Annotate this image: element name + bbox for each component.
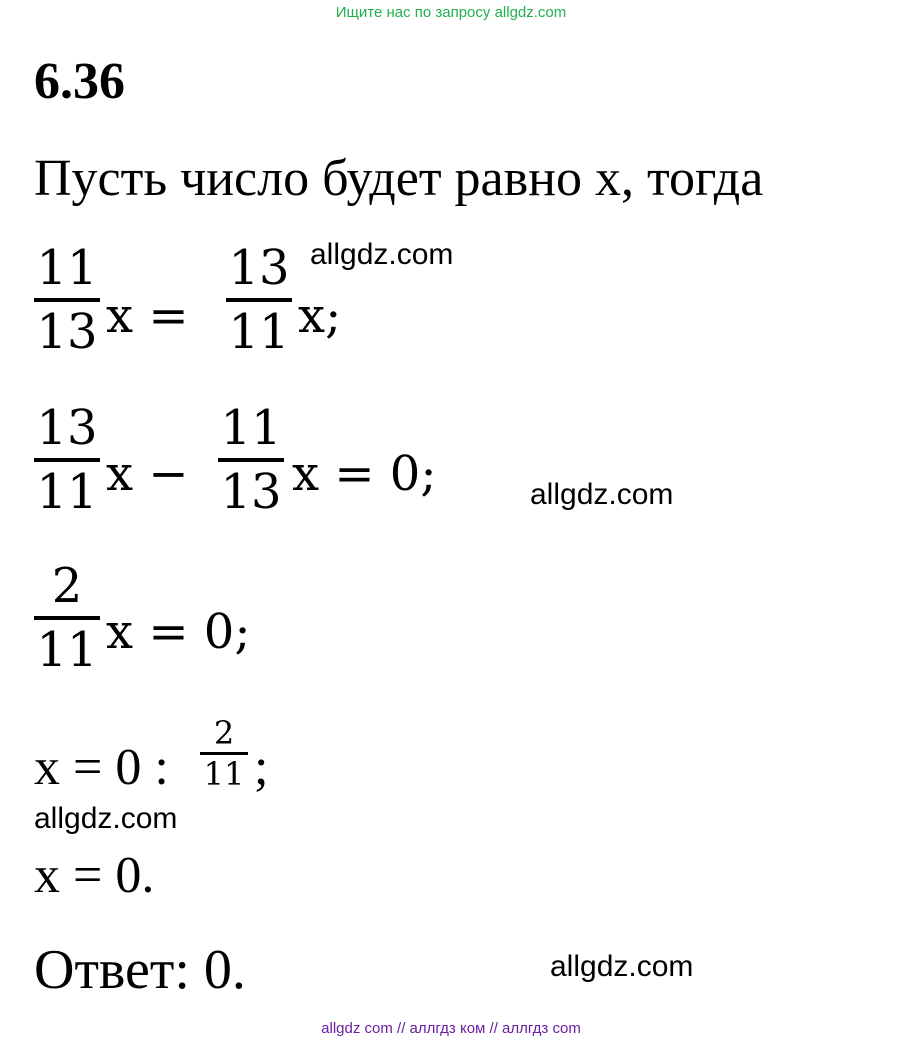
equation-text: ; xyxy=(254,739,269,796)
equation-text: x = 0; xyxy=(106,604,251,660)
equation-text: x = 0; xyxy=(292,446,437,502)
fraction xyxy=(218,398,284,522)
fraction xyxy=(200,714,248,793)
intro-text: Пусть число будет равно x, тогда xyxy=(34,150,764,207)
numerator: 2 xyxy=(51,558,83,614)
numerator: 13 xyxy=(36,400,98,456)
watermark: allgdz.com xyxy=(310,238,454,271)
equation-5: x = 0. xyxy=(34,847,155,904)
equation-text: x; xyxy=(298,288,342,344)
watermark: allgdz.com xyxy=(550,950,694,983)
numerator: 11 xyxy=(36,240,98,296)
top-banner[interactable]: Ищите нас по запросу allgdz.com xyxy=(335,4,567,21)
footer-links[interactable]: allgdz com // аллгдз ком // аллгдз com xyxy=(321,1020,581,1037)
denominator: 11 xyxy=(203,755,245,793)
fraction xyxy=(34,556,100,680)
numerator: 13 xyxy=(228,240,290,296)
equation-text: x − xyxy=(106,446,189,502)
answer: Ответ: 0. xyxy=(34,939,246,1001)
numerator: 2 xyxy=(213,714,235,752)
watermark: allgdz.com xyxy=(34,802,178,835)
watermark: allgdz.com xyxy=(530,478,674,511)
denominator: 13 xyxy=(36,304,98,360)
fraction xyxy=(34,398,100,522)
equation-text: x = xyxy=(106,288,189,344)
problem-number: 6.36 xyxy=(34,53,125,110)
fraction xyxy=(226,238,292,362)
numerator: 11 xyxy=(220,400,282,456)
equation-text: x = 0 : xyxy=(34,739,169,796)
denominator: 11 xyxy=(36,622,98,678)
denominator: 13 xyxy=(220,464,282,520)
denominator: 11 xyxy=(36,464,98,520)
denominator: 11 xyxy=(228,304,290,360)
fraction xyxy=(34,238,100,362)
